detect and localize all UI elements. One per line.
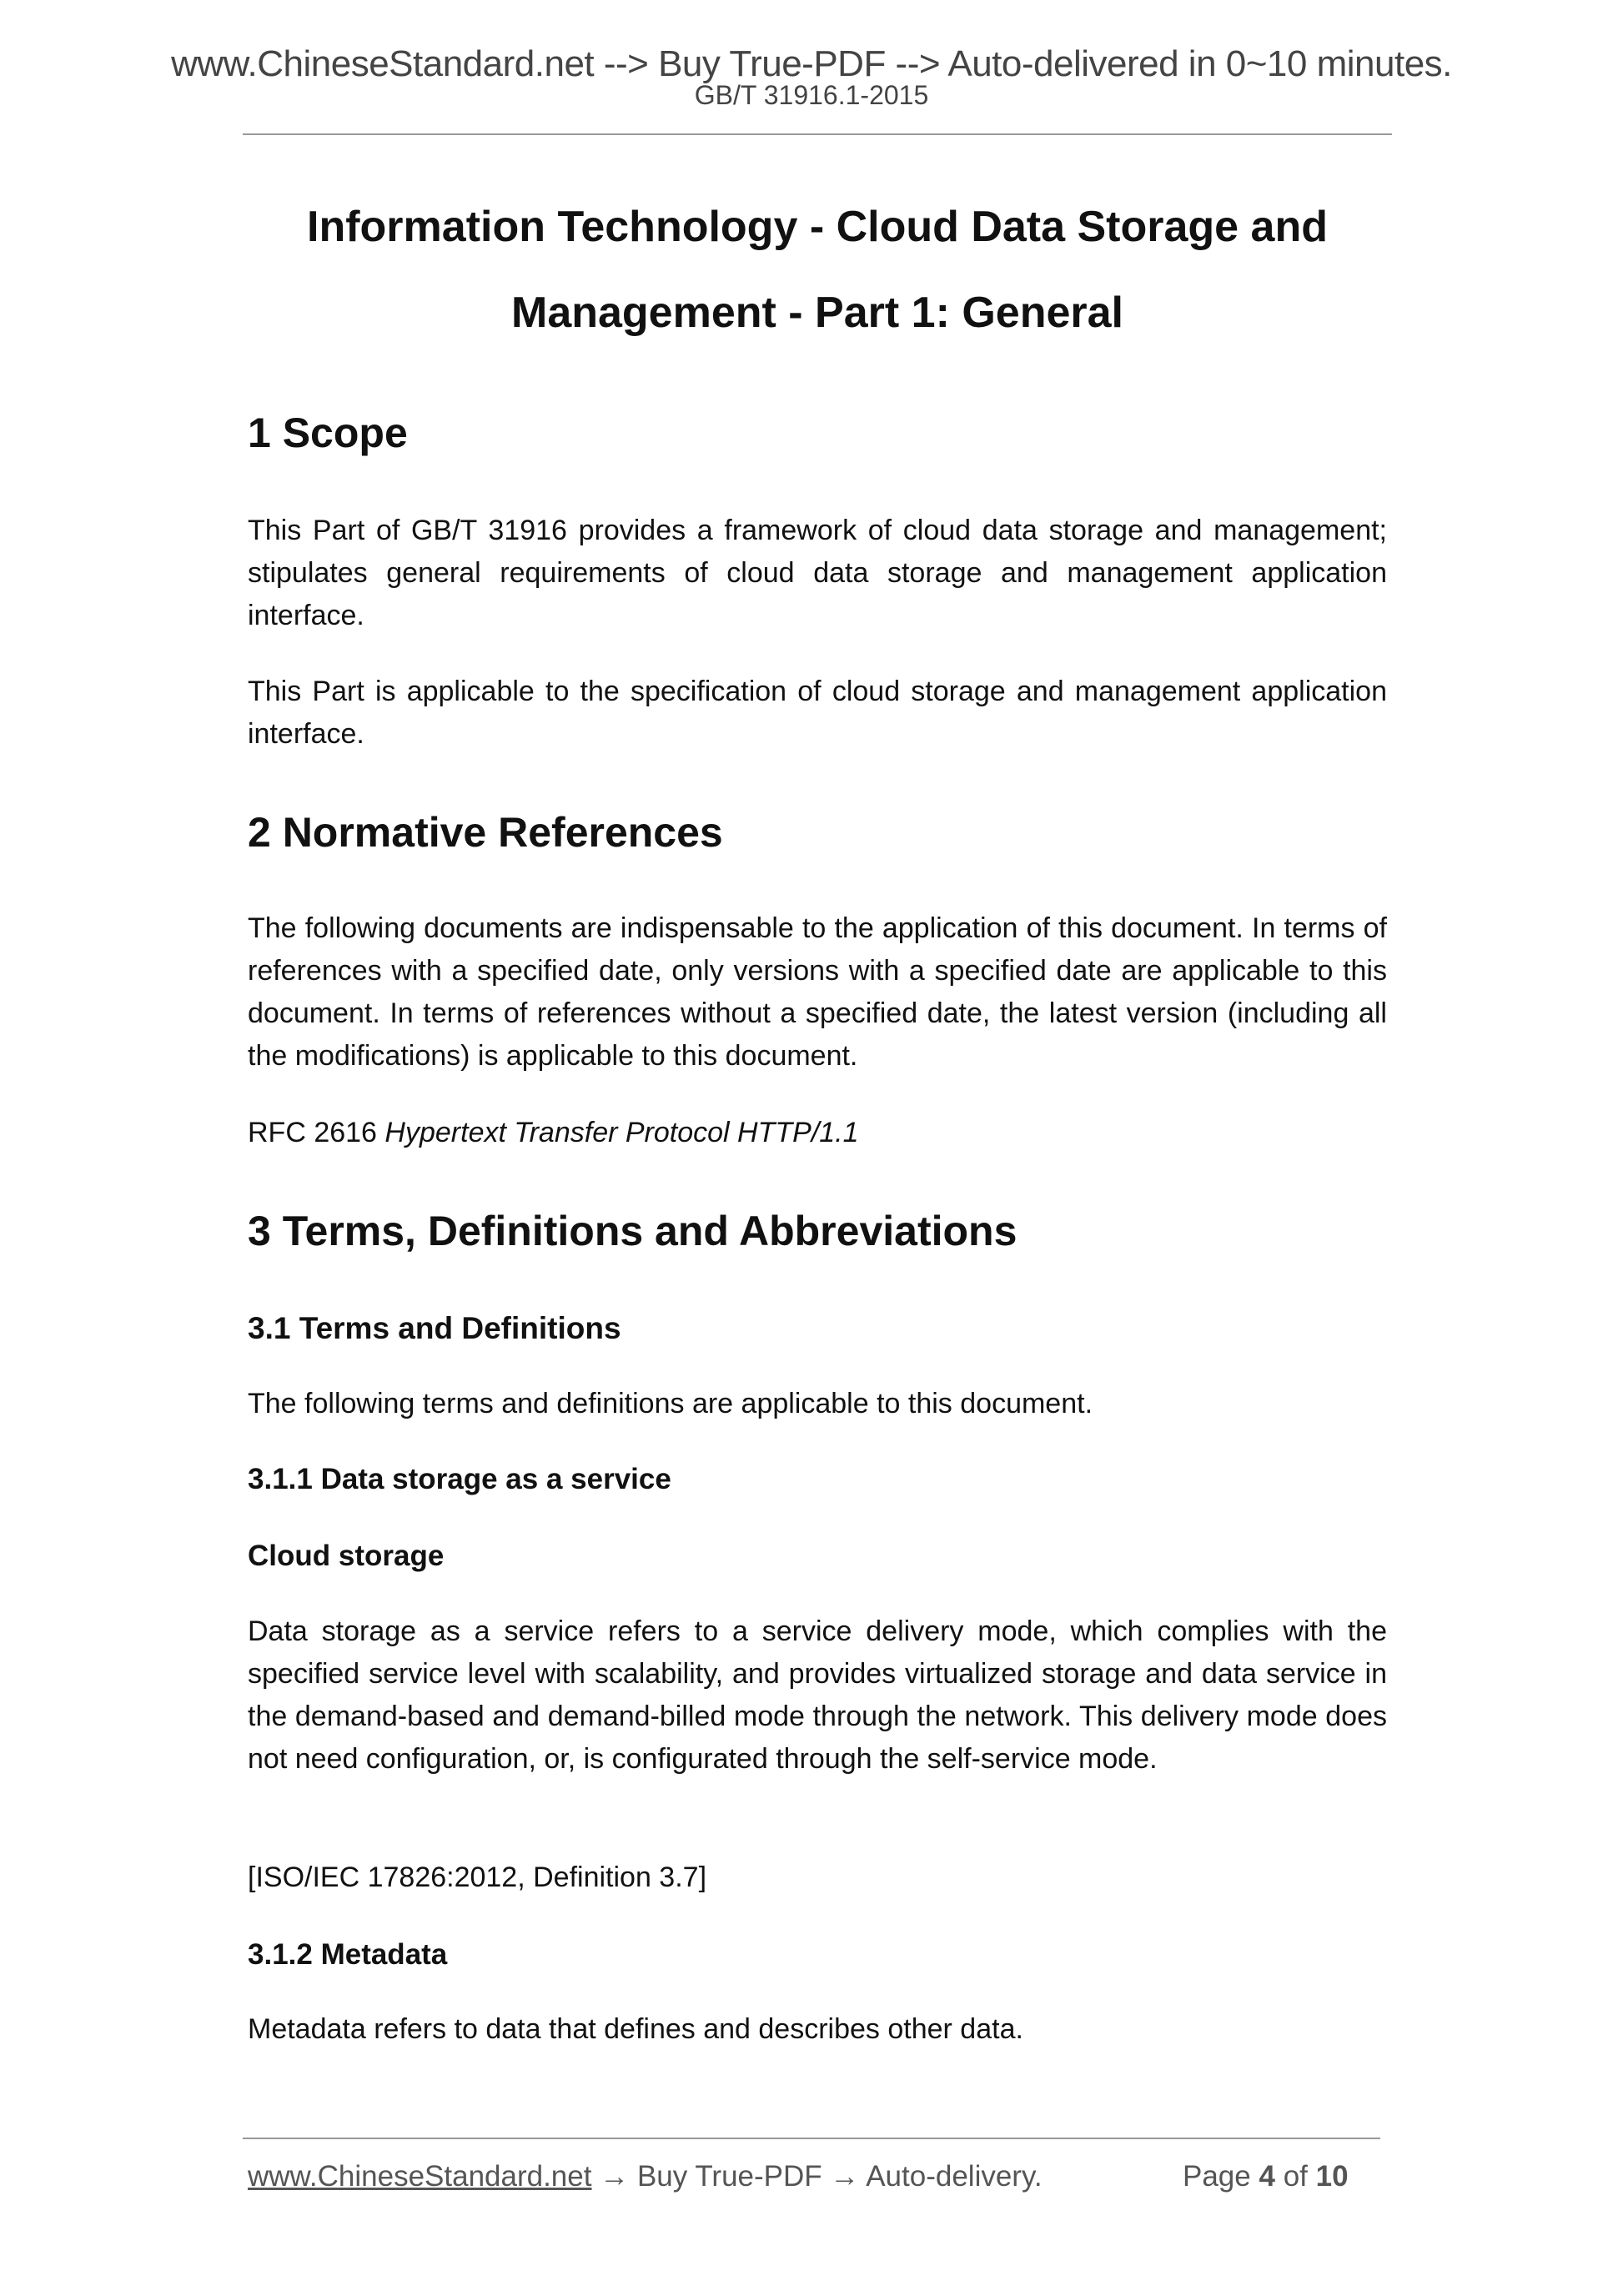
term-alt-cloud-storage: Cloud storage [248, 1540, 445, 1572]
of-label: of [1283, 2160, 1308, 2193]
normative-paragraph: The following documents are indispensable to the application of this document. In terms of references with a specified date, only versions with a specified date are applicable to this document. In terms of references without a specified date, the latest version (including all the modifications) is applicable to this document. [248, 912, 1387, 1072]
heading-scope: 1 Scope [248, 409, 408, 456]
header-banner: www.ChineseStandard.net --> Buy True-PDF --> Auto-delivered in 0~10 minutes. [171, 43, 1452, 84]
page-total: 10 [1315, 2160, 1349, 2193]
heading-terms: 3 Terms, Definitions and Abbreviations [248, 1208, 1018, 1254]
reference-id: RFC 2616 [248, 1117, 377, 1148]
arrow-right-icon: → [830, 2160, 860, 2193]
heading-term-3-1-2: 3.1.2 Metadata [248, 1938, 448, 1971]
footer-link[interactable]: www.ChineseStandard.net [248, 2160, 592, 2193]
header-divider [243, 133, 1392, 135]
page-current: 4 [1259, 2160, 1275, 2193]
arrow-right-icon: → [600, 2160, 630, 2193]
heading-normative-references: 2 Normative References [248, 809, 723, 856]
heading-term-3-1-1: 3.1.1 Data storage as a service [248, 1463, 671, 1495]
term-3-1-2-definition: Metadata refers to data that defines and describes other data. [248, 2013, 1023, 2045]
term-3-1-1-definition: Data storage as a service refers to a service delivery mode, which complies with the specified service level with scalability, and provides virtualized storage and data service in the demand-based and demand-billed mode through the network. This delivery mode does not need configuration, or, is configurated through the self-service mode. [248, 1615, 1387, 1775]
doc-title-line1: Information Technology - Cloud Data Storage and [307, 203, 1328, 251]
footer-buy-text: Buy True-PDF [636, 2160, 822, 2193]
standard-code: GB/T 31916.1-2015 [694, 80, 929, 110]
term-3-1-1-source: [ISO/IEC 17826:2012, Definition 3.7] [248, 1861, 707, 1893]
footer-divider [243, 2138, 1380, 2139]
page-label: Page [1183, 2160, 1251, 2193]
reference-rfc2616 [248, 1112, 1387, 1154]
scope-paragraph-1: This Part of GB/T 31916 provides a framework of cloud data storage and management; stipulates general requirements of cloud data storage and management application interface. [248, 515, 1387, 631]
footer-promo [248, 2160, 1043, 2193]
terms-intro: The following terms and definitions are applicable to this document. [248, 1388, 1093, 1419]
doc-title-line2: Management - Part 1: General [511, 289, 1123, 337]
footer-delivery-text: Auto-delivery. [866, 2160, 1043, 2193]
scope-paragraph-2: This Part is applicable to the specification of cloud storage and management application interface. [248, 676, 1387, 750]
reference-title: Hypertext Transfer Protocol HTTP/1.1 [384, 1117, 859, 1148]
page-indicator [1183, 2160, 1349, 2193]
heading-terms-definitions: 3.1 Terms and Definitions [248, 1311, 621, 1345]
